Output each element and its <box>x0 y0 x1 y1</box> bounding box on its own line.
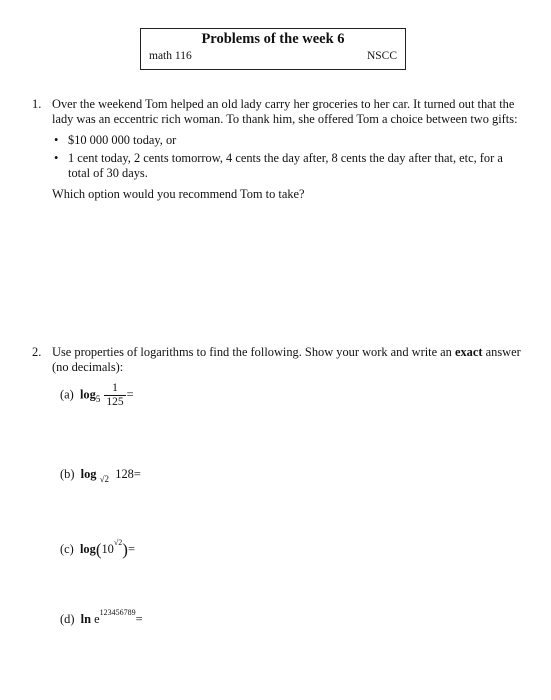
log-argument: 128= <box>115 467 141 481</box>
equals-sign: = <box>126 387 134 402</box>
list-item <box>54 133 527 148</box>
open-paren: ( <box>95 540 102 559</box>
fraction <box>104 382 125 409</box>
log-function: log <box>80 467 97 481</box>
part-a <box>60 382 134 409</box>
equals-sign: = <box>135 612 143 626</box>
list-item <box>54 151 527 181</box>
log-function: log <box>79 542 96 556</box>
problem-text-end: answer (no decimals): <box>52 345 521 374</box>
part-label: (d) <box>60 612 75 626</box>
problem-text <box>52 345 527 375</box>
exponent: 123456789 <box>99 608 136 617</box>
ln-function: ln <box>80 612 91 626</box>
base-symbol: e <box>94 612 100 626</box>
close-paren: ) <box>122 540 128 559</box>
part-label: (c) <box>60 542 74 556</box>
problem-number: 1. <box>32 97 42 111</box>
emphasis-exact: exact <box>454 345 483 359</box>
part-c <box>60 540 135 560</box>
problem-number: 2. <box>32 345 42 359</box>
bullet-icon: • <box>54 151 59 165</box>
bullet-icon: • <box>54 133 59 147</box>
part-label: (a) <box>60 387 74 402</box>
equals-sign: = <box>127 542 135 556</box>
fraction-numerator: 1 <box>104 382 125 396</box>
school-label: NSCC <box>366 50 397 62</box>
part-label: (b) <box>60 467 75 481</box>
options-list <box>54 133 527 181</box>
problem-text-start: Use properties of logarithms to find the following. Show your work and write an <box>52 345 452 359</box>
part-d <box>60 608 143 627</box>
header-box <box>140 28 406 70</box>
problem-2 <box>32 345 527 375</box>
option-text: $10 000 000 today, or <box>68 133 177 147</box>
page-title: Problems of the week 6 <box>201 31 345 47</box>
problem-1 <box>32 97 527 202</box>
option-text: 1 cent today, 2 cents tomorrow, 4 cents the day after, 8 cents the day after that, etc, for a total of 30 days. <box>68 151 503 180</box>
problem-text: Over the weekend Tom helped an old lady carry her groceries to her car. It turned out that the lady was an eccentric rich woman. To thank him, she offered Tom a choice between two gifts: <box>52 97 518 126</box>
log-base: 5 <box>95 394 101 405</box>
part-b <box>60 467 141 482</box>
exponent: √2 <box>113 538 123 547</box>
problem-question: Which option would you recommend Tom to take? <box>52 187 305 201</box>
fraction-denominator: 125 <box>106 396 124 408</box>
log-function: log <box>79 387 96 402</box>
base-number: 10 <box>101 542 114 556</box>
course-label: math 116 <box>149 50 192 62</box>
log-base: √2 <box>99 474 110 484</box>
